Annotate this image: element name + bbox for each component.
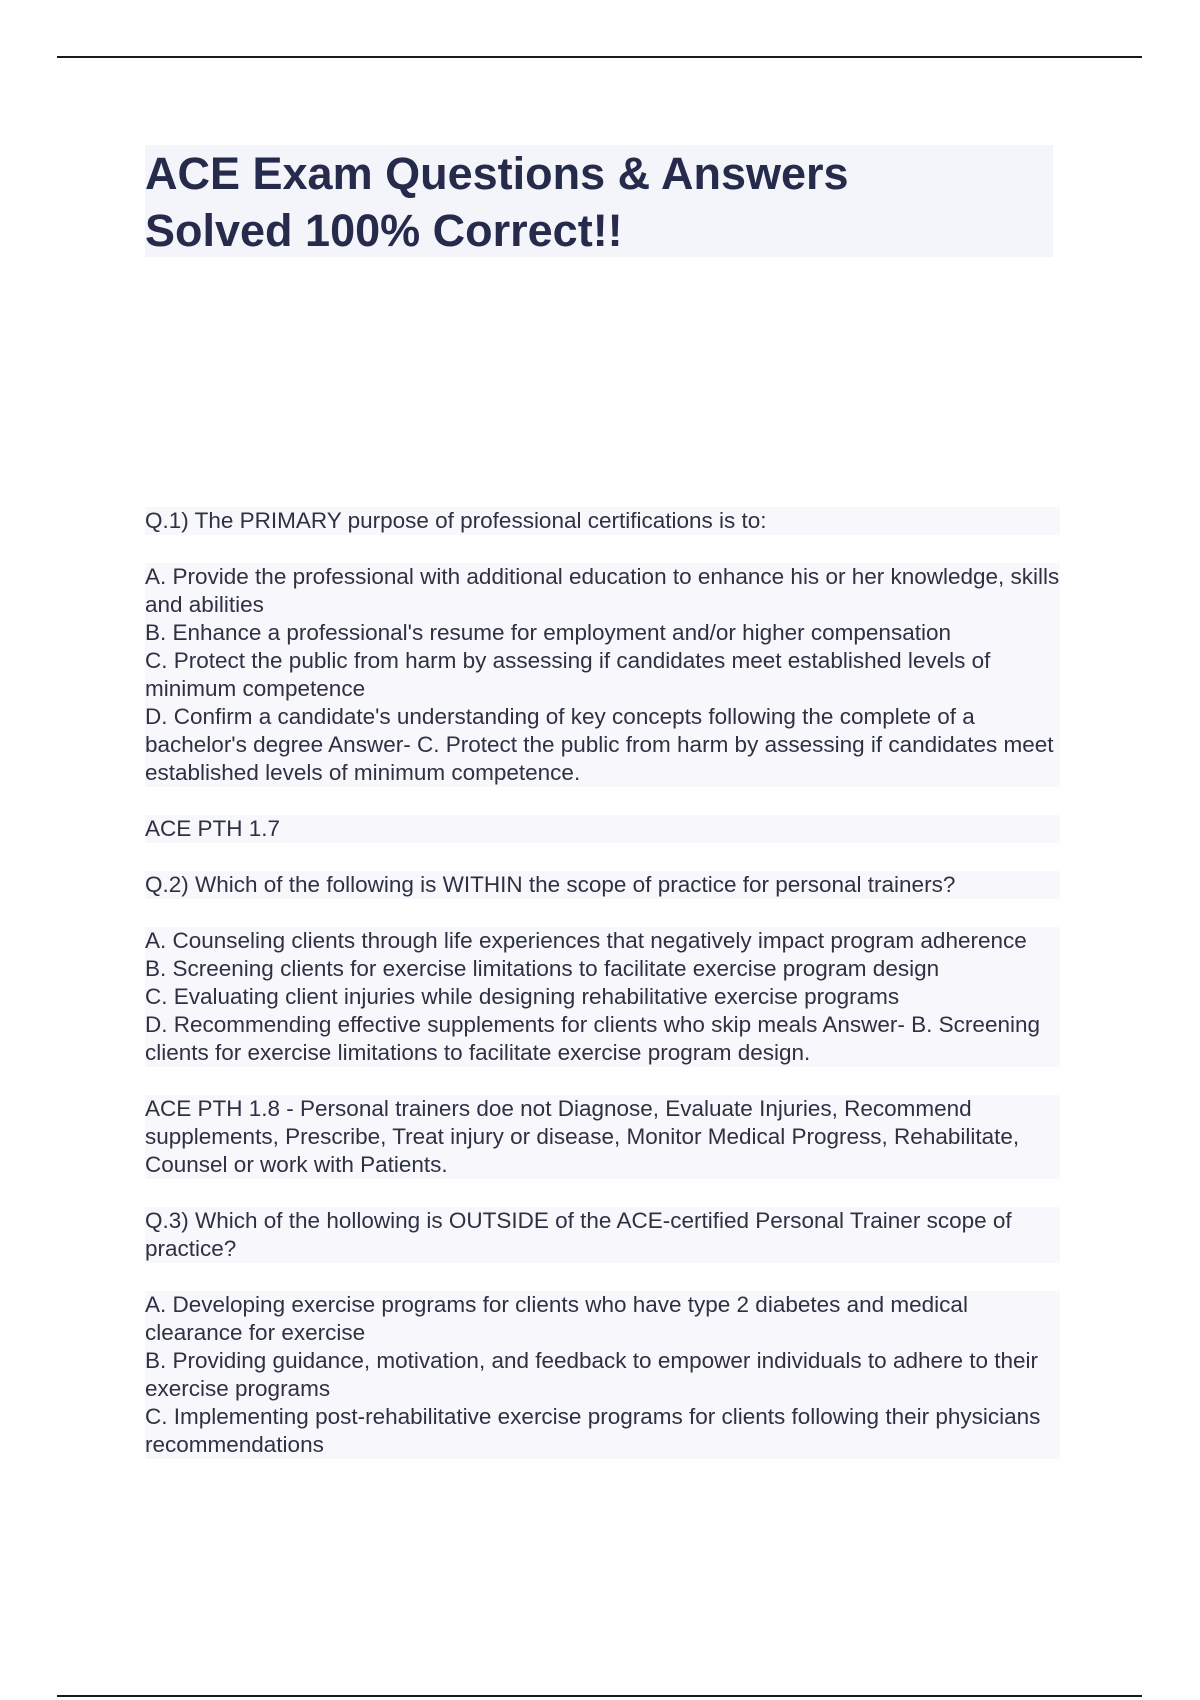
- question-3-options: [145, 1291, 1060, 1459]
- question-2: Q.2) Which of the following is WITHIN the scope of practice for personal trainers?: [145, 871, 1060, 899]
- question-2-options: [145, 927, 1060, 1067]
- option: A. Developing exercise programs for clients who have type 2 diabetes and medical clearance for exercise: [145, 1291, 1060, 1347]
- option: A. Provide the professional with additional education to enhance his or her knowledge, skills and abilities: [145, 564, 1060, 617]
- option: C. Protect the public from harm by assessing if candidates meet established levels of minimum competence: [145, 647, 1060, 703]
- option: B. Enhance a professional's resume for employment and/or higher compensation: [145, 619, 1060, 647]
- option: C. Implementing post-rehabilitative exercise programs for clients following their physicians recommendations: [145, 1403, 1060, 1459]
- option: B. Providing guidance, motivation, and feedback to empower individuals to adhere to their exercise programs: [145, 1347, 1060, 1403]
- option: C. Evaluating client injuries while designing rehabilitative exercise programs: [145, 983, 1060, 1011]
- option-with-answer: D. Recommending effective supplements for clients who skip meals Answer- B. Screening clients for exercise limitations to facilitate exercise program design.: [145, 1011, 1060, 1067]
- header-rule: [57, 56, 1142, 58]
- question-2-reference: ACE PTH 1.8 - Personal trainers doe not Diagnose, Evaluate Injuries, Recommend supplements, Prescribe, Treat injury or disease, Monitor Medical Progress, Rehabilitate, Counsel or work with Patients.: [145, 1095, 1060, 1179]
- document-body: [145, 507, 1060, 1459]
- option-with-answer: D. Confirm a candidate's understanding of key concepts following the complete of a bachelor's degree Answer- C. Protect the public from harm by assessing if candidates meet established levels of minimum competence.: [145, 703, 1060, 787]
- title-line-1: ACE Exam Questions & Answers: [145, 148, 849, 199]
- question-1-reference: ACE PTH 1.7: [145, 815, 1060, 843]
- footer-rule: [57, 1695, 1142, 1697]
- title-line-2: Solved 100% Correct!!: [145, 205, 623, 256]
- question-1-options: [145, 563, 1060, 787]
- question-1: Q.1) The PRIMARY purpose of professional certifications is to:: [145, 507, 1060, 535]
- document-title: [145, 145, 1025, 259]
- question-3: Q.3) Which of the hollowing is OUTSIDE of the ACE-certified Personal Trainer scope of practice?: [145, 1207, 1060, 1263]
- option: A. Counseling clients through life experiences that negatively impact program adherence: [145, 927, 1060, 955]
- option: B. Screening clients for exercise limitations to facilitate exercise program design: [145, 955, 1060, 983]
